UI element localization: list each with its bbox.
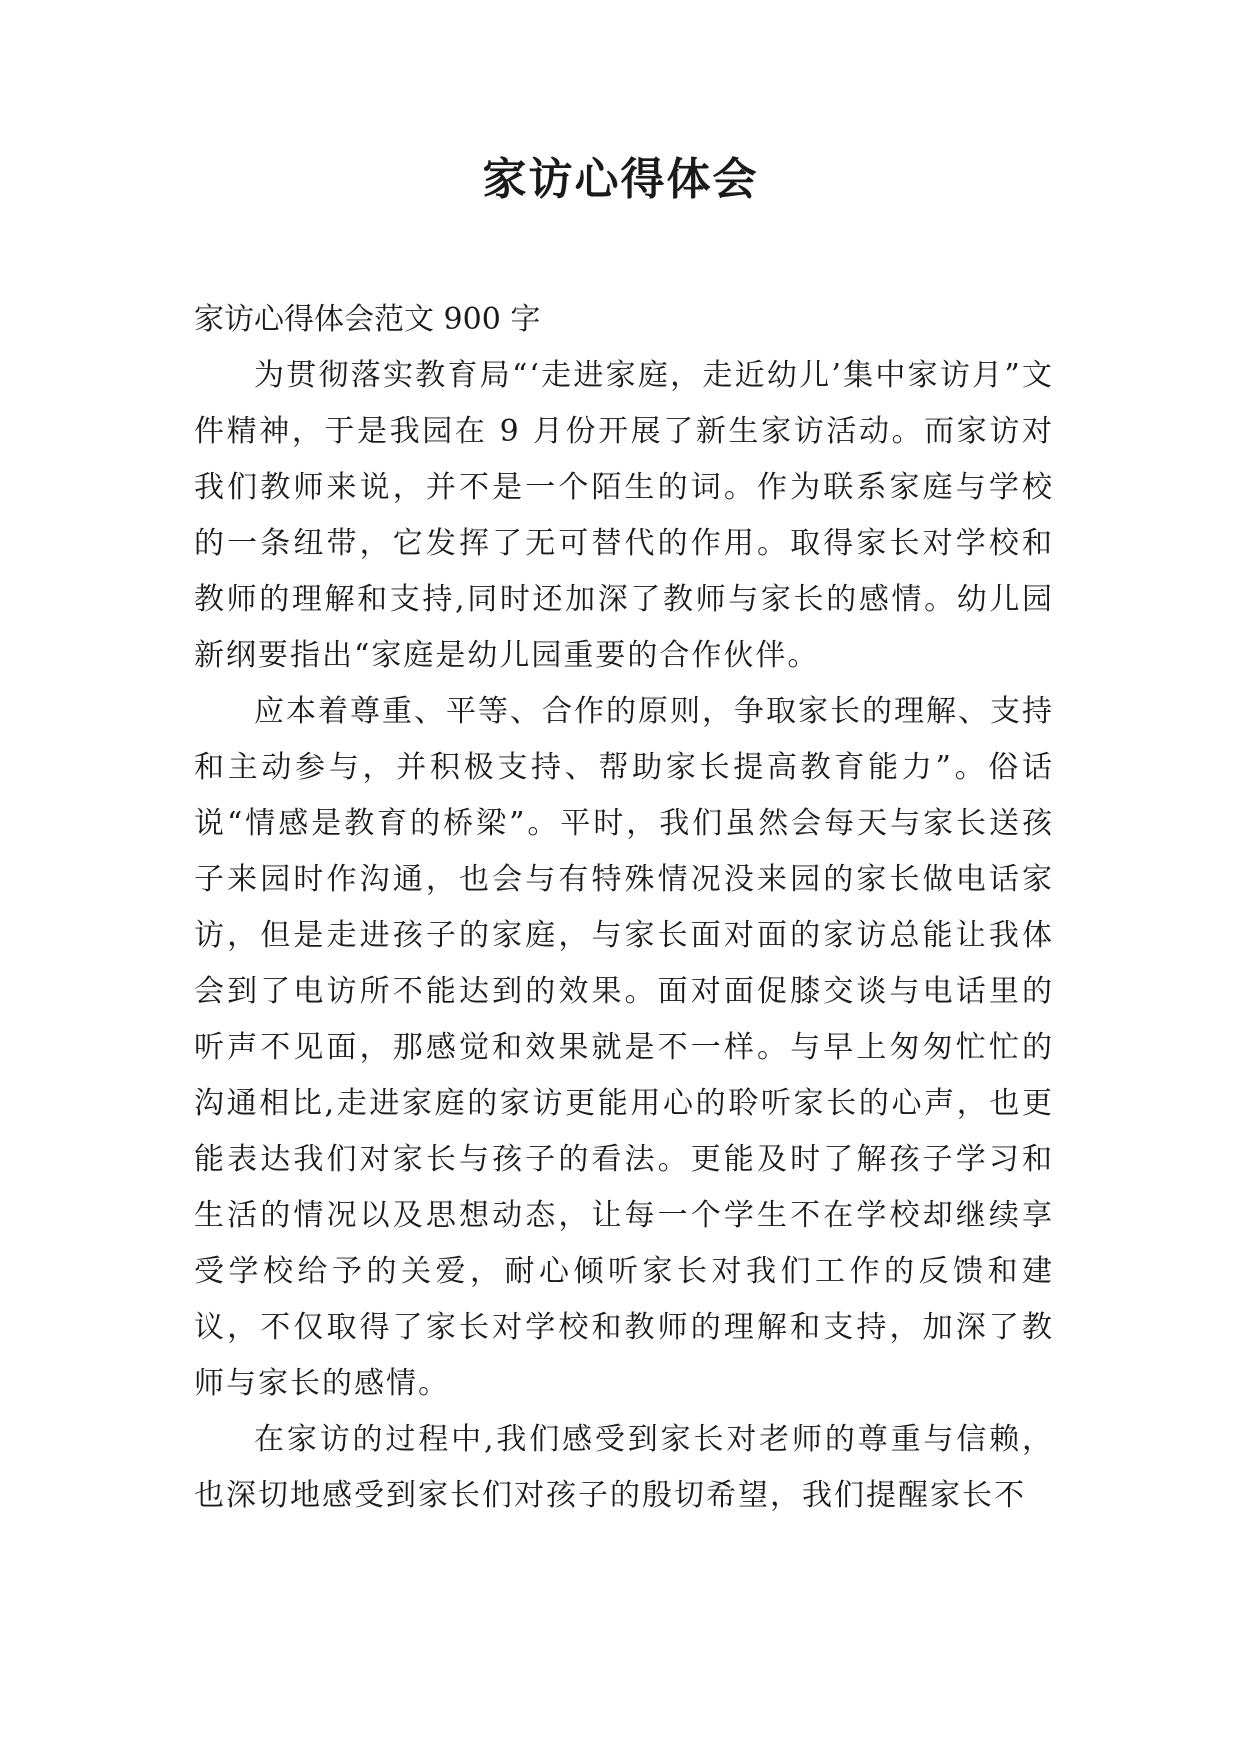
document-body [194, 292, 1054, 1524]
paragraph-2: 应本着尊重、平等、合作的原则，争取家长的理解、支持和主动参与，并积极支持、帮助家长提高教育能力”。俗话说“情感是教育的桥梁”。平时，我们虽然会每天与家长送孩子来园时作沟通，也会与有特殊情况没来园的家长做电话家访，但是走进孩子的家庭，与家长面对面的家访总能让我体会到了电访所不能达到的效果。面对面促膝交谈与电话里的听声不见面，那感觉和效果就是不一样。与早上匆匆忙忙的沟通相比,走进家庭的家访更能用心的聆听家长的心声，也更能表达我们对家长与孩子的看法。更能及时了解孩子学习和生活的情况以及思想动态，让每一个学生不在学校却继续享受学校给予的关爱，耐心倾听家长对我们工作的反馈和建议，不仅取得了家长对学校和教师的理解和支持，加深了教师与家长的感情。 [194, 694, 1054, 1401]
paragraph-1: 为贯彻落实教育局“‘走进家庭，走近幼儿’集中家访月”文件精神，于是我园在 9 月份开展了新生家访活动。而家访对我们教师来说，并不是一个陌生的词。作为联系家庭与学校的一条纽带，它发挥了无可替代的作用。取得家长对学校和教师的理解和支持,同时还加深了教师与家长的感情。幼儿园新纲要指出“家庭是幼儿园重要的合作伙伴。 [194, 358, 1054, 673]
paragraph-3: 在家访的过程中,我们感受到家长对老师的尊重与信赖，也深切地感受到家长们对孩子的殷切希望，我们提醒家长不 [194, 1422, 1054, 1513]
document-title: 家访心得体会 [482, 154, 759, 205]
document-subtitle: 家访心得体会范文 900 字 [194, 302, 541, 337]
